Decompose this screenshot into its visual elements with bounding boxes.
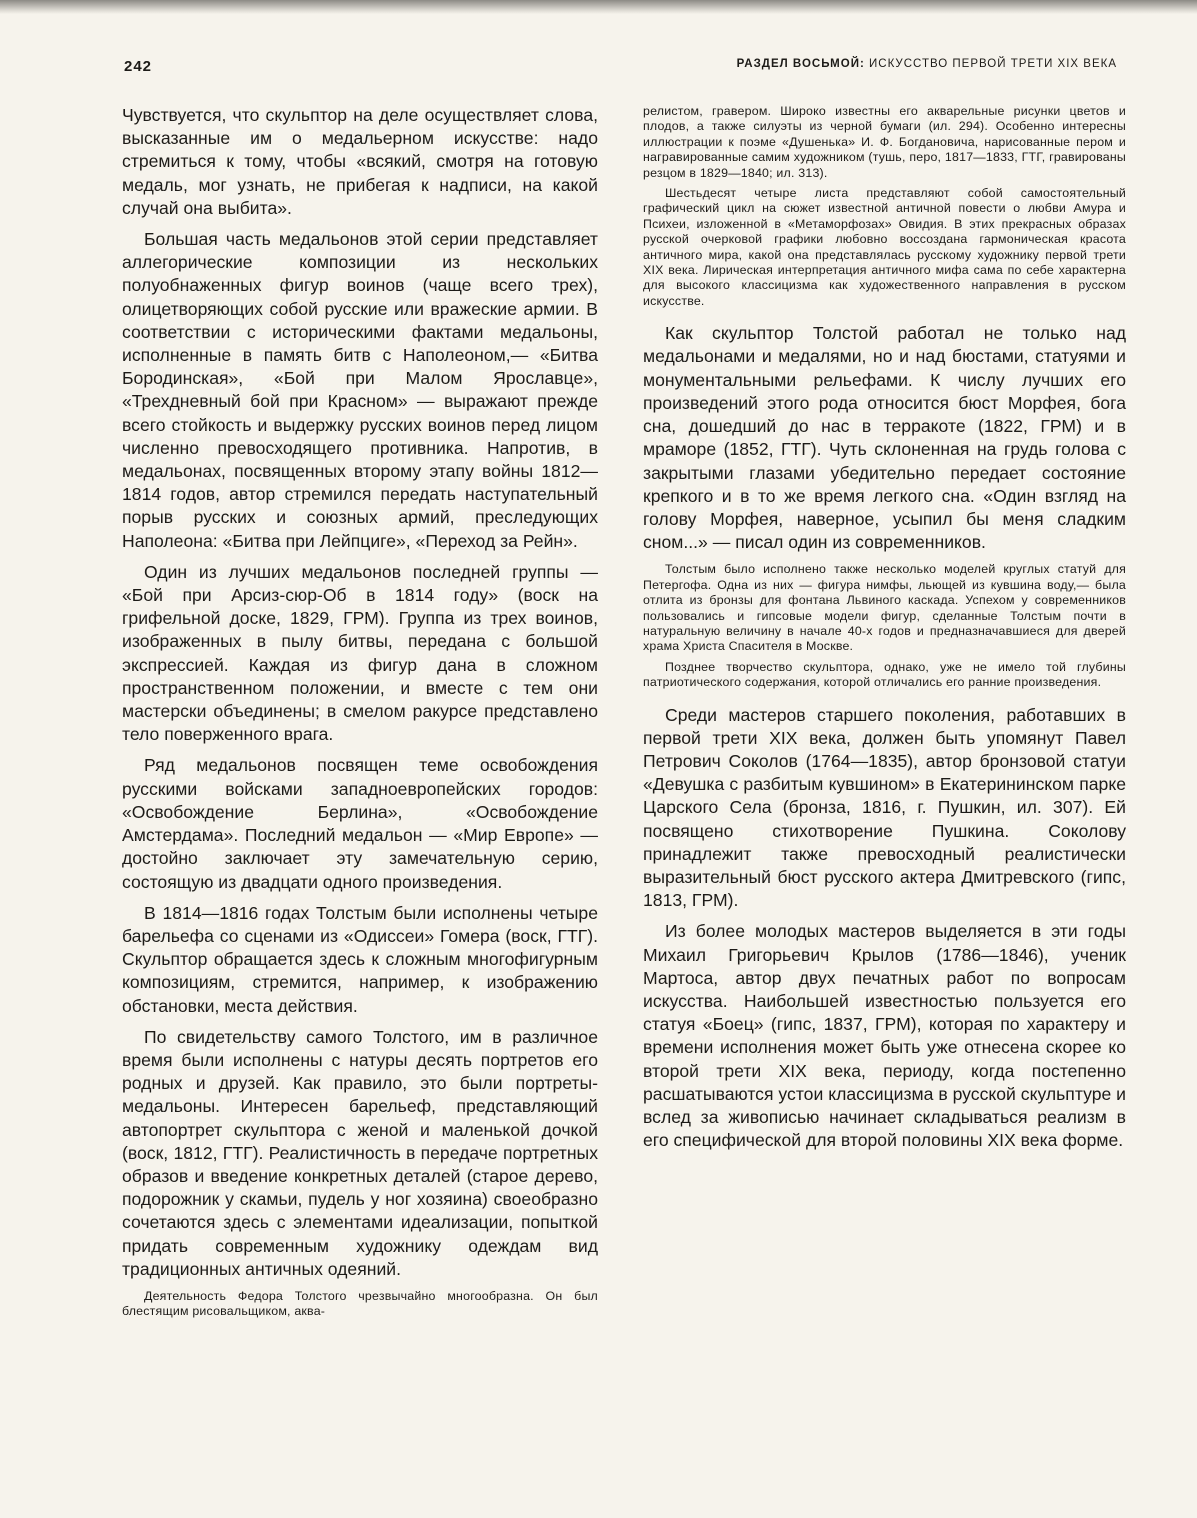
small-paragraph: Шестьдесят четыре листа представляют собой самостоятельный графический цикл на сюжет известной античной повести о любви Амура и Психеи, изложенной в «Метаморфозах» Овидия. В этих прекрасных образах русской очерковой графики любовно воссоздана гармоническая красота античного мира, какой она представлялась русскому художнику первой трети XIX века. Лирическая интерпретация античного мифа сама по себе характерна для высокого классицизма как художественного направления в русском искусстве.: [643, 186, 1126, 308]
right-small-print-middle: [643, 562, 1126, 690]
right-small-print-top: [643, 104, 1126, 309]
paragraph: По свидетельству самого Толстого, им в различное время были исполнены с натуры десять портретов его родных и друзей. Как правило, это были портреты-медальоны. Интересен барельеф, представляющий автопортрет скульптора с женой и маленькой дочкой (воск, 1812, ГТГ). Реалистичность в передаче портретных образов и введение конкретных деталей (старое дерево, подорожник у скамьи, пудель у ног хозяина) своеобразно сочетаются здесь с элементами идеализации, попыткой придать современным художнику одеждам вид традиционных античных одеяний.: [122, 1026, 598, 1279]
running-head: [737, 58, 1117, 70]
small-paragraph: релистом, гравером. Широко известны его акварельные рисунки цветов и плодов, а также силуэты из черной бумаги (ил. 294). Особенно интересны иллюстрации к поэме «Душенька» И. Ф. Богдановича, нарисованные пером и награвированные самим художником (тушь, перо, 1817—1833, ГТГ, гравированы резцом в 1829—1840; ил. 313).: [643, 104, 1126, 180]
paragraph: Среди мастеров старшего поколения, работавших в первой трети XIX века, должен быть упомянут Павел Петрович Соколов (1764—1835), автор бронзовой статуи «Девушка с разбитым кувшином» в Екатерининском парке Царского Села (бронза, 1816, г. Пушкин, ил. 307). Ей посвящено стихотворение Пушкина. Соколову принадлежит также превосходный реалистически выразительный бюст русского актера Дмитревского (гипс, 1813, ГРМ).: [643, 704, 1126, 911]
right-main-text-2: [643, 704, 1126, 1153]
right-main-text-1: [643, 322, 1126, 554]
right-column: [643, 104, 1126, 1160]
left-main-text: [122, 104, 598, 1281]
paragraph: Один из лучших медальонов последней группы — «Бой при Арсиз-сюр-Об в 1814 году» (воск на грифельной доске, 1829, ГРМ). Группа из трех воинов, изображенных в пылу битвы, передана с большой экспрессией. Каждая из фигур дана в сложном пространственном положении, и вместе с тем они мастерски объединены; в смелом ракурсе представлено тело поверженного врага.: [122, 561, 598, 745]
paragraph: В 1814—1816 годах Толстым были исполнены четыре барельефа со сценами из «Одиссеи» Гомера (воск, ГТГ). Скульптор обращается здесь к сложным многофигурным композициям, стремится, например, к изображению обстановки, места действия.: [122, 902, 598, 1016]
left-small-print: [122, 1289, 598, 1320]
small-paragraph: Позднее творчество скульптора, однако, уже не имело той глубины патриотического содержания, которой отличались его ранние произведения.: [643, 659, 1126, 690]
paragraph: Ряд медальонов посвящен теме освобождения русскими войсками западноевропейских городов: «Освобождение Берлина», «Освобождение Амстердама». Последний медальон — «Мир Европе» — достойно заключает эту замечательную серию, состоящую из двадцати одного произведения.: [122, 755, 598, 892]
small-paragraph: Толстым было исполнено также несколько моделей круглых статуй для Петергофа. Одна из них — фигура нимфы, льющей из кувшина воду,— была отлита из бронзы для фонтана Львиного каскада. Успехом у современников пользовались и гипсовые модели фигур, сделанные Толстым почти в натуральную величину в начале 40-х годов и предназначавшиеся для дверей храма Христа Спасителя в Москве.: [643, 562, 1126, 654]
paragraph: Большая часть медальонов этой серии представляет аллегорические композиции из нескольких полуобнаженных фигур воинов (чаще всего трех), олицетворяющих собой русские или вражеские армии. В соответствии с историческими фактами медальоны, исполненные в память битв с Наполеоном,— «Битва Бородинская», «Бой при Малом Ярославце», «Трехдневный бой при Красном» — выражают прежде всего стойкость и выдержку русских воинов перед лицом численно превосходящего противника. Напротив, в медальонах, посвященных второму этапу войны 1812—1814 годов, автор стремился передать наступательный порыв русских и союзных армий, преследующих Наполеона: «Битва при Лейпциге», «Переход за Рейн».: [122, 229, 598, 551]
paragraph: Как скульптор Толстой работал не только над медальонами и медалями, но и над бюстами, статуями и монументальными рельефами. К числу лучших его произведений этого рода относится бюст Морфея, бога сна, дошедший до нас в терракоте (1822, ГРМ) и в мраморе (1852, ГТГ). Чуть склоненная на грудь голова с закрытыми глазами убедительно передает состояние крепкого и в то же время легкого сна. «Один взгляд на голову Морфея, наверное, усыпил бы меня сладким сном...» — писал один из современников.: [643, 323, 1126, 553]
paragraph: Чувствуется, что скульптор на деле осуществляет слова, высказанные им о медальерном искусстве: надо стремиться к тому, чтобы «всякий, смотря на готовую медаль, мог узнать, не прибегая к надписи, на какой случай она выбита».: [122, 105, 598, 218]
paragraph: Из более молодых мастеров выделяется в эти годы Михаил Григорьевич Крылов (1786—1846), ученик Мартоса, автор двух печатных работ по вопросам искусства. Наибольшей известностью пользуется его статуя «Боец» (гипс, 1837, ГРМ), которая по характеру и времени исполнения может быть уже отнесена скорее ко второй трети XIX века, периоду, когда постепенно расшатываются устои классицизма в русской скульптуре и вслед за живописью начинает складываться реализм в его специфической для второй половины XIX века форме.: [643, 921, 1126, 1151]
left-column: [122, 104, 598, 1325]
small-paragraph: Деятельность Федора Толстого чрезвычайно многообразна. Он был блестящим рисовальщиком, аква-: [122, 1288, 598, 1319]
page-top-shadow: [0, 0, 1197, 14]
section-subtitle: ИСКУССТВО ПЕРВОЙ ТРЕТИ XIX ВЕКА: [869, 58, 1117, 70]
section-label: РАЗДЕЛ ВОСЬМОЙ:: [736, 58, 865, 70]
page-number: 242: [124, 58, 153, 75]
